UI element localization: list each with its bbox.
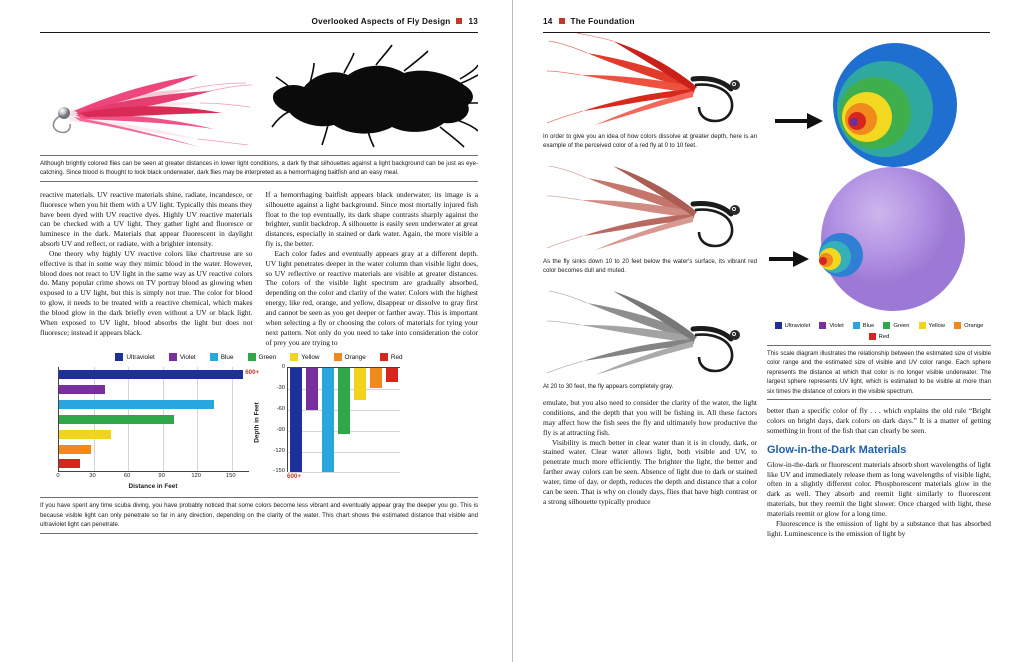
section-heading: Glow-in-the-Dark Materials	[767, 443, 907, 456]
bar	[370, 368, 382, 387]
legend-swatch-red	[380, 353, 388, 361]
chart-caption: If you have spent any time scuba diving, you have probably noticed that some colors become less vibrant and eventually appear gray the deeper you go. This is because visible light can only penetrate so far in any direction, depending on the clarity of the water. This chart shows the estimated distance that visible and ultraviolet light can penetrate.	[40, 497, 478, 533]
depth-chart-annotation: 600+	[287, 473, 301, 481]
top-figure-caption: Although brightly colored flies can be seen at greater distances in lower light conditions, a dark fly that silhouettes against a light background can be just as eye-catching. Since blood is thought to look black underwater, dark flies may be interpreted as a hemorrhaging baitfish and an easy meal.	[40, 155, 478, 182]
right-running-head	[543, 14, 990, 28]
legend-swatch-green	[883, 322, 890, 329]
bar	[59, 445, 91, 454]
legend-item	[115, 353, 154, 361]
left-column-1	[40, 190, 253, 348]
red-fly-photo-gray	[543, 283, 757, 379]
gridline	[197, 367, 198, 471]
y-tick-label: -150	[273, 468, 285, 475]
x-tick-label: 0	[56, 473, 60, 480]
black-fly-silhouette	[264, 33, 478, 151]
x-tick-label: 90	[158, 473, 165, 480]
legend-swatch-orange	[334, 353, 342, 361]
depth-chart-plot	[287, 367, 400, 472]
red-fly-illustration-muted	[543, 158, 757, 254]
right-running-head-title: The Foundation	[570, 16, 635, 26]
paragraph: reactive materials. UV reactive materials shine, radiate, incandesce, or fluoresce when you hit them with a UV light. Typically this means they have been dyed with UV reactive dyes. Highly UV reactive materials can be checked with a UV light. They gather light and fluoresce or luminesce in the dark. Materials that appear fluorescent in daylight absorb UV and reflect, or radiate, with a brighter intensity.	[40, 189, 253, 249]
legend-label: Red	[390, 353, 403, 361]
gridline	[232, 367, 233, 471]
red-fly-illustration-bright	[543, 33, 757, 129]
legend-label: Violet	[179, 353, 196, 361]
x-tick-label: 120	[191, 473, 202, 480]
legend-item	[334, 353, 366, 361]
scale-legend	[767, 322, 991, 340]
legend-label: Ultraviolet	[784, 322, 811, 329]
bar	[290, 368, 302, 472]
left-body-columns	[40, 190, 478, 348]
legend-label: Ultraviolet	[126, 353, 155, 361]
charts-row	[40, 365, 478, 493]
distance-chart-xlabel: Distance in Feet	[128, 483, 178, 491]
y-tick-label: -30	[276, 385, 285, 392]
color-range-spheres	[767, 33, 991, 318]
bar	[59, 385, 105, 394]
y-tick-label: -90	[276, 426, 285, 433]
legend-item	[248, 353, 277, 361]
paragraph: Each color fades and eventually appears gray at a different depth. UV light penetrates deeper in the water column than visible light does, so UV reflective or reactive materials are visible at greater distances. The colors of the visible light spectrum are gradually absorbed, depending on the color and clarity of the water. Colors with the highest energy, like red, orange, and yellow, disappear or dissolve to gray first and cannot be seen as you get deeper or farther away. This is important when selecting a fly or choosing the colors of materials for tying your next pattern. Not only do you need to take into consideration the color of prey you are trying to	[265, 248, 478, 347]
legend-item	[819, 322, 843, 329]
bar	[354, 368, 366, 399]
x-tick-label: 150	[225, 473, 236, 480]
red-square-icon	[456, 18, 462, 24]
legend-swatch-green	[248, 353, 256, 361]
y-tick-label: 0	[281, 364, 285, 371]
legend-swatch-yellow	[290, 353, 298, 361]
legend-swatch-orange	[954, 322, 961, 329]
distance-chart-annotation: 600+	[245, 369, 260, 377]
legend-swatch-ultraviolet	[775, 322, 782, 329]
legend-label: Yellow	[301, 353, 320, 361]
legend-label: Green	[893, 322, 910, 329]
red-fly-photo-shallow	[543, 33, 757, 129]
legend-label: Blue	[220, 353, 234, 361]
y-tick-label: -60	[276, 405, 285, 412]
legend-item	[853, 322, 875, 329]
legend-item	[380, 353, 403, 361]
arrow-bottom	[769, 251, 809, 267]
gridline	[288, 472, 400, 473]
paragraph: If a hemorrhaging baitfish appears black underwater, its image is a silhouette against a light background. Since most mortally injured fish float to the top eventually, its dark shape contrasts sharply against the brighter, sunlit backdrop. A silhouette is easily seen underwater at great distances, especially in stained or dark water. Again, the more visible a fly is, the better.	[265, 189, 478, 249]
legend-item	[210, 353, 234, 361]
fly-photo-row	[40, 33, 478, 151]
legend-swatch-ultraviolet	[115, 353, 123, 361]
bar	[59, 370, 243, 379]
legend-item	[169, 353, 196, 361]
scale-diagram	[767, 33, 991, 318]
left-page-number: 13	[468, 16, 478, 26]
bar	[338, 368, 350, 434]
caption-depth-mid: As the fly sinks down 10 to 20 feet below the water's surface, its vibrant red color becomes dull and muted.	[543, 257, 757, 275]
legend-label: Yellow	[928, 322, 946, 329]
right-column-2-text	[767, 460, 991, 539]
depth-chart-ylabel: Depth in Feet	[253, 402, 261, 444]
caption-depth-intro: In order to give you an idea of how colors dissolve at greater depth, here is an example of the perceived color of a red fly at 0 to 10 feet.	[543, 133, 757, 150]
right-column-1-text	[543, 398, 757, 506]
gridline	[288, 452, 400, 453]
legend-item	[775, 322, 811, 329]
paragraph: One theory why highly UV reactive colors like chartreuse are so effective is that in some way they mimic blood in the water. However, blood does not react to UV light in the same way as UV reactive colors do. Many popular crime shows on TV portray blood as glowing when exposed to a UV light, but this is simply not true. The color for blood to glow, it needs to be treated with a reactive chemical, which makes the blood glow in the dark briefly even without a UV or black light. When exposed to UV light, blood absorbs the light but does not fluoresce; instead it appears black.	[40, 248, 253, 337]
legend-swatch-red	[869, 333, 876, 340]
legend-swatch-violet	[819, 322, 826, 329]
paragraph: Fluorescence is the emission of light by a substance that has absorbed light. Luminescence is the emission of light by	[767, 518, 991, 538]
distance-chart-plot	[58, 367, 249, 472]
right-page-number: 14	[543, 16, 553, 26]
legend-swatch-blue	[210, 353, 218, 361]
bar	[59, 459, 80, 468]
right-column-2-text-top	[767, 406, 991, 436]
black-fly-photo	[264, 33, 478, 151]
legend-swatch-blue	[853, 322, 860, 329]
paragraph: better than a specific color of fly . . . which explains the old rule “Bright colors on bright days, dark colors on dark days.” It is a matter of getting something in front of the fish that can clearly be seen.	[767, 406, 991, 435]
red-square-icon	[559, 18, 565, 24]
paragraph: Glow-in-the-dark or fluorescent materials absorb short wavelengths of light like UV and immediately release them as long wavelengths of visible light, often in a slightly different color. Phosphorescent materials glow in the dark as well. They absorb and reemit light similarly to fluorescent materials, but they reemit the light slower. Once charged with light, these materials reemit or glow for a long time.	[767, 459, 991, 518]
paragraph: emulate, but you also need to consider the clarity of the water, the light conditions, and the depth that you will be fishing in. All these factors may affect how the fish sees the fly and ultimately how productive the fly is at attracting fish.	[543, 398, 757, 437]
right-page	[512, 0, 1024, 662]
bar	[322, 368, 334, 472]
pink-fly-photo	[40, 33, 254, 151]
y-tick-label: -120	[273, 447, 285, 454]
legend-item	[883, 322, 909, 329]
legend-label: Red	[878, 333, 890, 340]
legend-label: Blue	[862, 322, 875, 329]
red-fly-illustration-gray	[543, 283, 757, 379]
legend-label: Green	[258, 353, 277, 361]
chart-legend	[40, 353, 478, 361]
scale-diagram-caption: This scale diagram illustrates the relationship between the estimated size of visible color range and the estimated size of visible and UV color range. Each sphere represents the distance at which that color is no longer visible underwater. The largest sphere represents UV light, which is estimated to be visible at more than six times the distance of colors in the visible spectrum.	[767, 345, 991, 400]
legend-item	[919, 322, 946, 329]
bar	[386, 368, 398, 382]
legend-label: Orange	[344, 353, 366, 361]
depth-bar-chart	[253, 364, 411, 493]
x-tick-label: 60	[123, 473, 131, 480]
legend-label: Violet	[829, 322, 844, 329]
arrow-top	[775, 113, 823, 129]
red-fly-photo-mid	[543, 158, 757, 254]
left-running-head-title: Overlooked Aspects of Fly Design	[311, 16, 451, 26]
legend-item	[954, 322, 983, 329]
legend-swatch-violet	[169, 353, 177, 361]
paragraph: Visibility is much better in clear water than it is in cloudy, dark, or stained water. Clear water allows light, both visible and UV, to penetrate much more efficiently. The brighter the light, the better and farther away colors can be seen. Absence of light due to dark or stained water, time of day, or depth, reduces the depth and distance that a color can be seen. That is why on cloudy days, flies that have high contrast or a strong silhouette typically produce	[543, 437, 757, 506]
depth-series-column	[543, 33, 757, 538]
bar	[306, 368, 318, 410]
caption-depth-deep: At 20 to 30 feet, the fly appears completely gray.	[543, 382, 674, 390]
bar	[59, 415, 174, 424]
legend-label: Orange	[964, 322, 984, 329]
right-top-area	[543, 33, 990, 538]
legend-swatch-yellow	[919, 322, 926, 329]
left-running-head	[40, 14, 478, 28]
left-column-2	[266, 190, 479, 348]
x-tick-label: 30	[89, 473, 96, 480]
bar	[59, 400, 214, 409]
scale-diagram-column	[767, 33, 991, 538]
legend-item	[869, 333, 890, 340]
bar	[59, 430, 111, 439]
pink-fly-illustration	[40, 33, 254, 151]
legend-item	[290, 353, 319, 361]
